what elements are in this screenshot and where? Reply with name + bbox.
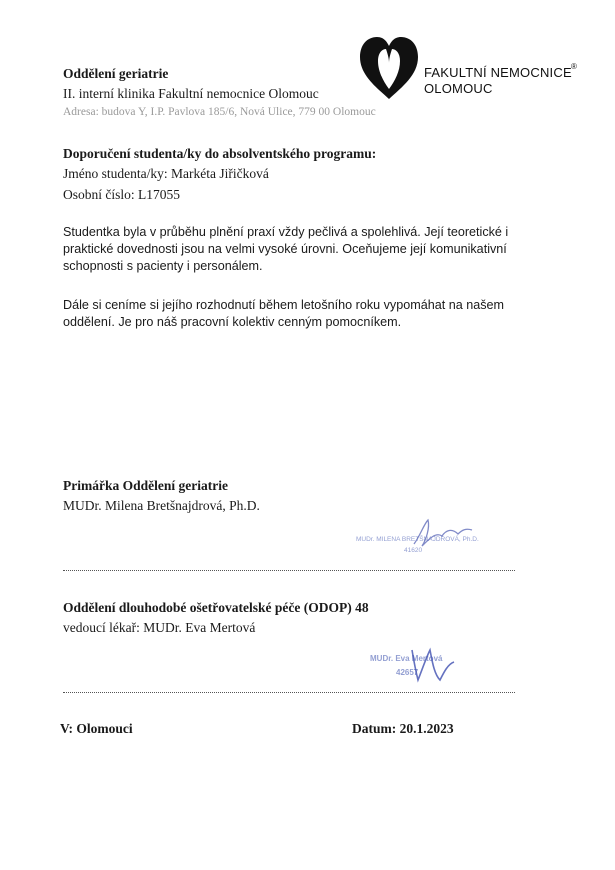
appreciation-paragraph: Dále si ceníme si jejího rozhodnutí během letošního roku vypomáhat na našem oddělení. Je pro náš pracovní kolektiv cenným pomocníkem.: [63, 298, 505, 329]
logo-line2: OLOMOUC: [424, 81, 493, 96]
signatory1-name: MUDr. Milena Bretšnajdrová, Ph.D.: [63, 498, 260, 513]
signatory1-stamp-code: 41620: [404, 547, 423, 554]
signatory1-stamp-text: MUDr. MILENA BRETŠNAJDROVÁ, Ph.D.: [356, 536, 479, 543]
personal-number: Osobní číslo: L17055: [63, 187, 180, 202]
date-label: Datum: 20.1.2023: [352, 721, 454, 736]
signature-line-1: [63, 569, 515, 571]
clinic-name: II. interní klinika Fakultní nemocnice Olomouc: [63, 86, 319, 101]
evaluation-paragraph: Studentka byla v průběhu plnění praxí vždy pečlivá a spolehlivá. Její teoretické i praktické dovednosti jsou na velmi vysoké úrovni. Oceňujeme její komunikativní schopnosti s pacienty i personálem.: [63, 225, 509, 273]
signature2-icon: [402, 644, 462, 688]
signature-line-2: [63, 691, 515, 693]
hospital-logo: [356, 33, 586, 103]
logo-registered-mark: ®: [571, 62, 578, 71]
department-title: Oddělení geriatrie: [63, 66, 169, 81]
recommendation-heading: Doporučení studenta/ky do absolventského programu:: [63, 146, 377, 161]
signature1-icon: [406, 514, 476, 554]
signatory2-doctor: vedoucí lékař: MUDr. Eva Mertová: [63, 620, 256, 635]
signatory1-stamp: [350, 514, 480, 560]
place-label: V: Olomouci: [60, 721, 133, 736]
heart-logo-icon: [356, 33, 422, 101]
signatory2-stamp-code: 42657: [396, 668, 419, 677]
student-name: Jméno studenta/ky: Markéta Jiřičková: [63, 166, 269, 181]
signatory2-department: Oddělení dlouhodobé ošetřovatelské péče (ODOP) 48: [63, 600, 369, 615]
signatory2-stamp: [366, 644, 466, 690]
clinic-address: Adresa: budova Y, I.P. Pavlova 185/6, Nová Ulice, 779 00 Olomouc: [63, 106, 376, 118]
signatory1-title: Primářka Oddělení geriatrie: [63, 478, 228, 493]
signatory2-stamp-text: MUDr. Eva Mertová: [370, 654, 443, 663]
logo-line1: FAKULTNÍ NEMOCNICE: [424, 65, 572, 80]
